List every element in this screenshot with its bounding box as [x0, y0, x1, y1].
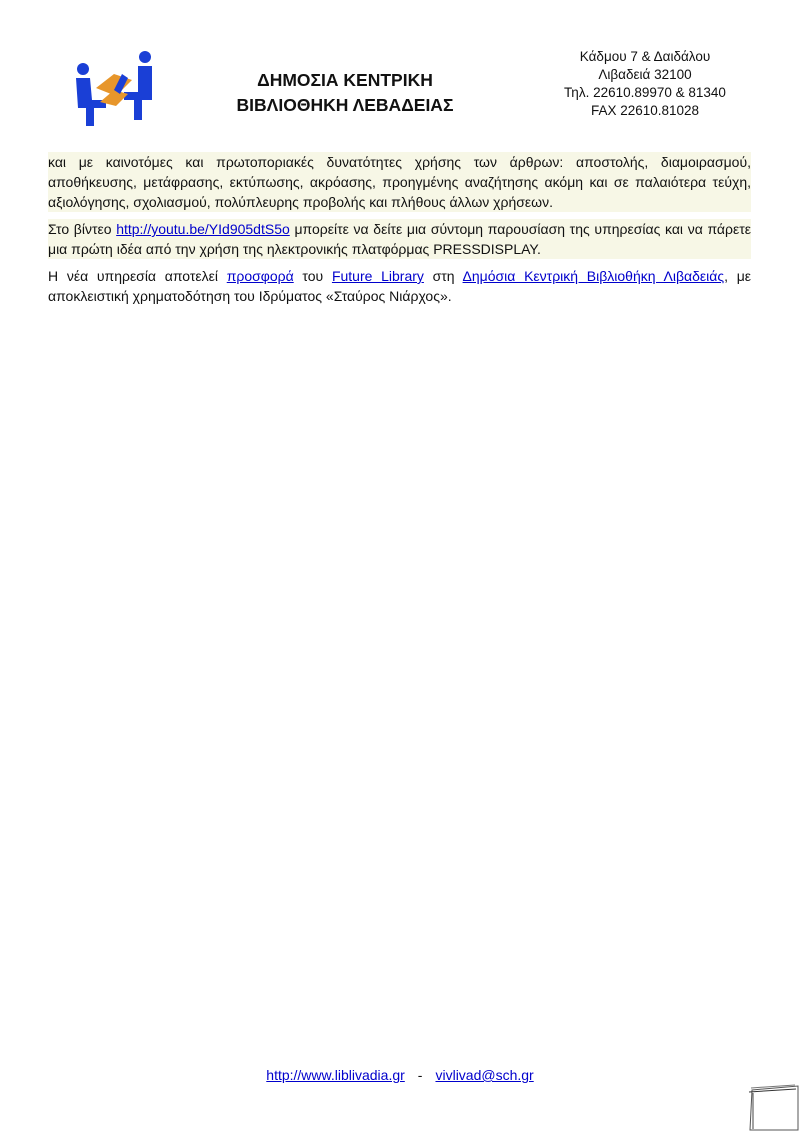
- page-corner-icon: [748, 1084, 800, 1131]
- library-name: [200, 68, 490, 118]
- email-link[interactable]: vivlivad@sch.gr: [435, 1067, 534, 1083]
- video-link[interactable]: http://youtu.be/YId905dtS5o: [116, 221, 290, 237]
- address-city: Λιβαδειά 32100: [598, 67, 692, 82]
- paragraph-video-text-2: μπορείτε να δείτε μια σύντομη παρουσίαση της υπηρεσίας και να πάρετε μια πρώτη ιδέα από την χρήση της ηλεκτρονικής πλατφόρμας PRESSDISPLAY.: [48, 221, 751, 257]
- paragraph-video-text-1: Στο βίντεο: [48, 221, 117, 237]
- paragraph-offer: [48, 266, 751, 306]
- offer-link[interactable]: προσφορά: [226, 268, 294, 284]
- library-logo: [70, 44, 158, 128]
- document-body: [48, 152, 751, 313]
- paragraph-features: και με καινοτόμες και πρωτοποριακές δυνατότητες χρήσης των άρθρων: αποστολής, διαμοιρασμού, αποθήκευσης, μετάφρασης, εκτύπωσης, ακρόασης, προηγμένης αναζήτησης ακόμη και σε παλαιότερα τεύχη, αξιολόγησης, σχολιασμού, πολύπλευρης προβολής και πλήθους άλλων χρήσεων.: [48, 154, 751, 210]
- address-fax: FAX 22610.81028: [590, 103, 700, 118]
- footer-separator: -: [417, 1067, 423, 1083]
- paragraph-offer-text-4: , με αποκλειστική χρηματοδότηση του Ιδρύματος «Σταύρος Νιάρχος».: [48, 268, 752, 304]
- contact-address: [540, 48, 750, 120]
- paragraph-offer-text-1: Η νέα υπηρεσία αποτελεί: [48, 268, 227, 284]
- address-street: Κάδμου 7 & Δαιδάλου: [579, 49, 711, 64]
- page-footer: [0, 1065, 800, 1085]
- paragraph-video: [48, 219, 751, 259]
- library-name-line-1: ΔΗΜΟΣΙΑ ΚΕΝΤΡΙΚΗ: [257, 70, 433, 90]
- website-link[interactable]: http://www.liblivadia.gr: [266, 1067, 405, 1083]
- library-link[interactable]: Δημόσια Κεντρική Βιβλιοθήκη Λιβαδειάς: [462, 268, 725, 284]
- library-name-line-2: ΒΙΒΛΙΟΘΗΚΗ ΛΕΒΑΔΕΙΑΣ: [236, 95, 454, 115]
- paragraph-offer-text-2: του: [293, 268, 332, 284]
- future-library-link[interactable]: Future Library: [331, 268, 424, 284]
- paragraph-offer-text-3: στη: [423, 268, 463, 284]
- address-phone: Τηλ. 22610.89970 & 81340: [564, 85, 726, 100]
